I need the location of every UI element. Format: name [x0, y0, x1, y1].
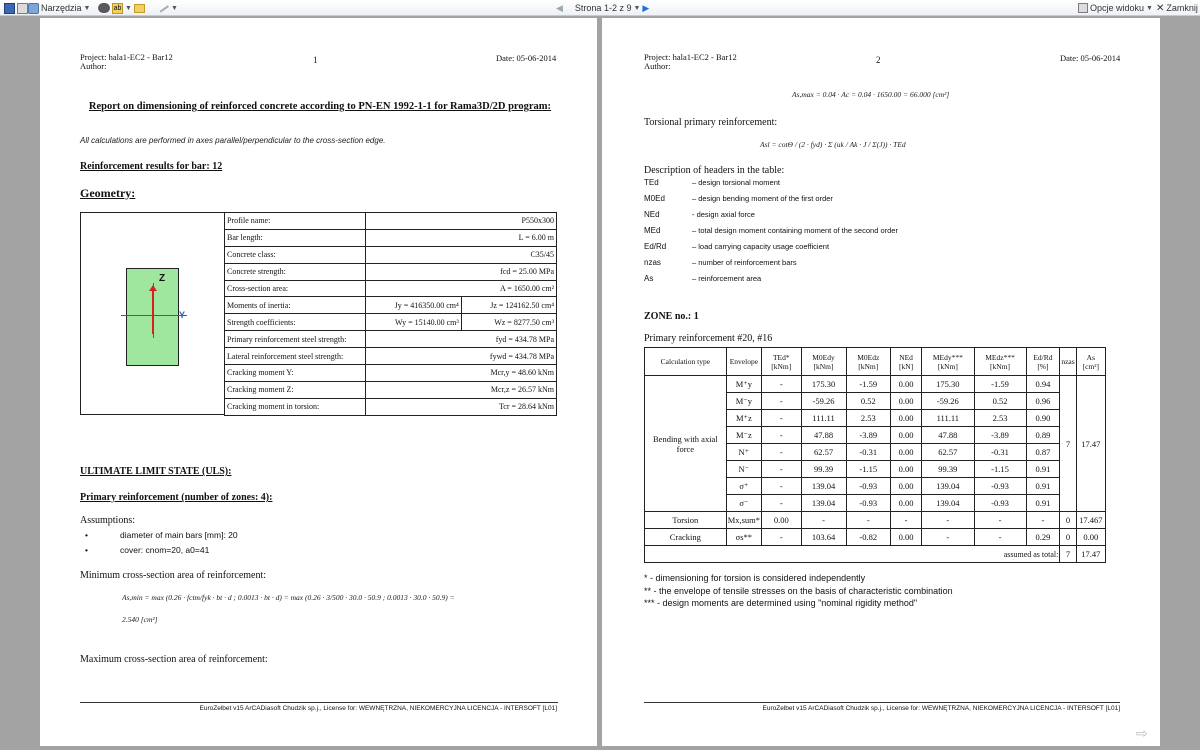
page-header-project: [80, 53, 173, 71]
assumptions-label: Assumptions:: [80, 515, 136, 526]
chevron-down-icon[interactable]: ▼: [170, 4, 178, 12]
table-cell: 17.467: [1076, 512, 1105, 529]
uls-heading: ULTIMATE LIMIT STATE (ULS):: [80, 466, 232, 477]
zone-results-table: [644, 347, 1106, 563]
column-header: nzas: [1060, 348, 1076, 376]
table-cell: 0.00: [891, 410, 922, 427]
next-page-icon[interactable]: ▶: [642, 2, 650, 13]
page-header-project: [644, 53, 737, 71]
chevron-down-icon[interactable]: ▼: [633, 4, 641, 12]
note-line: * - dimensioning for torsion is considered independently: [644, 573, 866, 583]
table-cell: -0.93: [974, 495, 1026, 512]
table-cell: 0.00: [891, 478, 922, 495]
property-value: Jz = 124162.50 cm⁴: [461, 297, 556, 314]
abbreviation: M0Ed: [644, 194, 665, 203]
tools-label: Narzędzia: [41, 3, 82, 13]
chevron-down-icon: ▼: [83, 4, 91, 12]
report-page-2: [602, 18, 1160, 746]
table-cell: 0.52: [846, 393, 891, 410]
table-cell: 0.96: [1026, 393, 1060, 410]
property-name: Moments of inertia:: [225, 297, 366, 314]
property-value: fywd = 434.78 MPa: [366, 348, 557, 365]
abbreviation: MEd: [644, 226, 661, 235]
table-row: [645, 512, 1106, 529]
table-cell: -: [762, 495, 801, 512]
calculation-note: All calculations are performed in axes parallel/perpendicular to the cross-section edge.: [80, 136, 386, 145]
column-header: MEdz*** [kNm]: [974, 348, 1026, 376]
table-cell: 0.91: [1026, 461, 1060, 478]
table-cell: -: [762, 393, 801, 410]
column-header: M0Edy [kNm]: [801, 348, 846, 376]
min-area-result: 2.540 [cm²]: [122, 615, 158, 624]
table-cell: M⁺y: [726, 376, 761, 393]
abbreviation: Ed/Rd: [644, 242, 667, 251]
table-row: [225, 280, 557, 297]
table-cell: 7: [1060, 376, 1076, 512]
table-cell: -: [762, 478, 801, 495]
footer-divider: [644, 702, 1120, 703]
table-cell: 0.91: [1026, 478, 1060, 495]
table-cell: -0.93: [846, 495, 891, 512]
report-page-1: [40, 18, 597, 746]
property-value: Mcr,z = 26.57 kNm: [366, 381, 557, 398]
table-cell: -: [762, 376, 801, 393]
table-cell: 2.53: [974, 410, 1026, 427]
table-cell: 0.00: [891, 444, 922, 461]
table-cell: 0.00: [1076, 529, 1105, 546]
abbreviation: nzas: [644, 258, 661, 267]
column-header: M0Edz [kNm]: [846, 348, 891, 376]
abbreviation-description: – reinforcement area: [692, 274, 762, 283]
table-cell: 0.00: [762, 512, 801, 529]
property-value: fyd = 434.78 MPa: [366, 331, 557, 348]
calculation-type: Bending with axial force: [645, 376, 727, 512]
list-item: • cover: cnom=20, a0=41: [80, 545, 238, 560]
y-axis-line: [121, 315, 187, 316]
table-cell: 0.94: [1026, 376, 1060, 393]
table-cell: 62.57: [801, 444, 846, 461]
table-cell: M⁻z: [726, 427, 761, 444]
table-cell: -1.59: [846, 376, 891, 393]
author: Author:: [644, 61, 671, 71]
geometry-heading: Geometry:: [80, 186, 136, 200]
abbreviation-description: – load carrying capacity usage coefficient: [692, 242, 830, 251]
description-heading: Description of headers in the table:: [644, 165, 785, 176]
table-cell: σ⁻: [726, 495, 761, 512]
table-cell: 0: [1060, 512, 1076, 529]
table-cell: -: [846, 512, 891, 529]
table-cell: 103.64: [801, 529, 846, 546]
table-cell: 0.00: [891, 461, 922, 478]
list-item: [644, 226, 898, 242]
table-cell: σs**: [726, 529, 761, 546]
table-cell: 0.52: [974, 393, 1026, 410]
close-icon: ✕: [1156, 2, 1165, 14]
table-notes: [644, 572, 953, 610]
project-name: Project: hala1-EC2 - Bar12: [644, 52, 737, 62]
table-cell: -: [762, 410, 801, 427]
property-name: Profile name:: [225, 213, 366, 230]
report-title: Report on dimensioning of reinforced concrete according to PN-EN 1992-1-1 for Rama3D/2D program:: [88, 101, 552, 112]
property-name: Strength coefficients:: [225, 314, 366, 331]
abbreviation: TEd: [644, 178, 659, 187]
abbreviation: As: [644, 274, 654, 283]
table-row: [225, 314, 557, 331]
header-descriptions: [644, 178, 898, 290]
properties-table: [224, 212, 557, 416]
property-value: Wz = 8277.50 cm³: [461, 314, 556, 331]
abbreviation-description: – design torsional moment: [692, 178, 780, 187]
property-value: Jy = 416350.00 cm⁴: [366, 297, 462, 314]
prev-page-icon[interactable]: ◀: [556, 2, 563, 13]
table-cell: 0.90: [1026, 410, 1060, 427]
table-cell: 0.91: [1026, 495, 1060, 512]
view-options-button[interactable]: [1078, 2, 1153, 14]
table-cell: 0.00: [891, 376, 922, 393]
table-cell: 111.11: [801, 410, 846, 427]
table-cell: 62.57: [922, 444, 974, 461]
max-area-formula: As,max = 0.04 · Ac = 0.04 · 1650.00 = 66.000 [cm²]: [792, 90, 950, 99]
table-cell: 7: [1060, 546, 1076, 563]
primary-reinforcement-label: Primary reinforcement #20, #16: [644, 333, 773, 344]
min-area-formula: As,min = max (0.26 · fctm/fyk · bt · d ; 0.0013 · bt · d) = max (0.26 · 3/500 · 30.0 · 50.9 ; 0.0013 · 30.0 · 50.9) =: [122, 593, 455, 602]
list-item: • diameter of main bars [mm]: 20: [80, 530, 238, 545]
page-number: 2: [876, 55, 881, 65]
list-item: [644, 258, 898, 274]
table-row: [645, 529, 1106, 546]
table-cell: -1.15: [974, 461, 1026, 478]
table-cell: -: [891, 512, 922, 529]
table-cell: N⁻: [726, 461, 761, 478]
table-cell: Torsion: [645, 512, 727, 529]
table-cell: M⁻y: [726, 393, 761, 410]
table-row: [645, 546, 1106, 563]
property-name: Lateral reinforcement steel strength:: [225, 348, 366, 365]
column-header: Calculation type: [645, 348, 727, 376]
print-icon[interactable]: [17, 3, 28, 14]
view-options-label: Opcje widoku: [1090, 3, 1145, 13]
list-item: [644, 242, 898, 258]
z-arrow-icon: [152, 290, 154, 334]
table-cell: 0.00: [891, 495, 922, 512]
column-header: As [cm²]: [1076, 348, 1105, 376]
page-date: Date: 05-06-2014: [496, 53, 557, 63]
table-cell: -0.93: [974, 478, 1026, 495]
table-row: [225, 213, 557, 230]
table-row: [225, 381, 557, 398]
table-cell: 2.53: [846, 410, 891, 427]
abbreviation: NEd: [644, 210, 660, 219]
table-cell: 175.30: [801, 376, 846, 393]
property-value: Tcr = 28.64 kNm: [366, 398, 557, 415]
table-cell: -: [1026, 512, 1060, 529]
abbreviation-description: – design bending moment of the first order: [692, 194, 833, 203]
results-heading: Reinforcement results for bar: 12: [80, 161, 223, 172]
page-number: 1: [313, 55, 318, 65]
table-cell: -0.93: [846, 478, 891, 495]
tools-icon: [28, 3, 39, 14]
table-cell: 99.39: [922, 461, 974, 478]
tools-menu[interactable]: [28, 2, 90, 14]
property-value: Wy = 15140.00 cm³: [366, 314, 462, 331]
table-cell: 99.39: [801, 461, 846, 478]
property-name: Cracking moment in torsion:: [225, 398, 366, 415]
column-header: MEdy*** [kNm]: [922, 348, 974, 376]
torsional-formula: Asl = cotΘ / (2 · fyd) · Σ (uk / Ak · J / Σ(J)) · TEd: [760, 140, 906, 149]
property-name: Cross-section area:: [225, 280, 366, 297]
chevron-down-icon: ▼: [1146, 4, 1153, 12]
table-cell: -1.15: [846, 461, 891, 478]
table-cell: 47.88: [801, 427, 846, 444]
page-footer: EuroZelbet v15 ArCADiasoft Chudzik sp.j., License for: WEWNĘTRZNA, NIEKOMERCYJNA LICENCJA - INTERSOFT [L01]: [199, 705, 557, 712]
table-cell: 139.04: [922, 495, 974, 512]
cross-section-drawing: [80, 212, 225, 415]
table-row: [225, 229, 557, 246]
abbreviation-description: – number of reinforcement bars: [692, 258, 797, 267]
table-cell: 0.00: [891, 529, 922, 546]
table-cell: 111.11: [922, 410, 974, 427]
table-cell: Cracking: [645, 529, 727, 546]
table-cell: Mx,sum*: [726, 512, 761, 529]
note-line: *** - design moments are determined using "nominal rigidity method": [644, 598, 918, 608]
table-cell: 0: [1060, 529, 1076, 546]
table-cell: -: [922, 512, 974, 529]
table-cell: -: [922, 529, 974, 546]
next-page-arrow-icon[interactable]: ⇨: [1136, 727, 1148, 742]
page-footer: EuroZelbet v15 ArCADiasoft Chudzik sp.j., License for: WEWNĘTRZNA, NIEKOMERCYJNA LICENCJA - INTERSOFT [L01]: [762, 705, 1120, 712]
table-cell: 17.47: [1076, 546, 1105, 563]
table-cell: 0.89: [1026, 427, 1060, 444]
property-value: A = 1650.00 cm²: [366, 280, 557, 297]
table-cell: 0.29: [1026, 529, 1060, 546]
table-cell: -59.26: [801, 393, 846, 410]
property-value: C35/45: [366, 246, 557, 263]
project-name: Project: hala1-EC2 - Bar12: [80, 52, 173, 62]
abbreviation-description: – total design moment containing moment of the second order: [692, 226, 898, 235]
property-name: Cracking moment Z:: [225, 381, 366, 398]
table-row: [225, 297, 557, 314]
binoculars-icon[interactable]: [98, 3, 110, 13]
page-date: Date: 05-06-2014: [1060, 53, 1121, 63]
table-cell: -: [762, 427, 801, 444]
assumptions-list: [80, 530, 238, 560]
table-cell: 0.87: [1026, 444, 1060, 461]
min-area-label: Minimum cross-section area of reinforcement:: [80, 570, 267, 581]
table-cell: 175.30: [922, 376, 974, 393]
table-row: [645, 376, 1106, 393]
table-cell: 139.04: [801, 478, 846, 495]
table-cell: -0.82: [846, 529, 891, 546]
primary-reinforcement-heading: Primary reinforcement (number of zones: 4):: [80, 492, 273, 503]
torsional-label: Torsional primary reinforcement:: [644, 117, 778, 128]
property-value: P550x300: [366, 213, 557, 230]
assumed-total-label: assumed as total:: [645, 546, 1060, 563]
table-row: [225, 263, 557, 280]
axis-y-label: Y: [179, 310, 186, 320]
table-cell: 0.00: [891, 393, 922, 410]
table-row: [225, 348, 557, 365]
list-item: [644, 210, 898, 226]
table-cell: -: [762, 444, 801, 461]
column-header: TEd* [kNm]: [762, 348, 801, 376]
table-cell: -: [974, 529, 1026, 546]
table-cell: -: [974, 512, 1026, 529]
page-indicator: Strona 1-2 z 9: [574, 3, 632, 13]
property-name: Concrete class:: [225, 246, 366, 263]
close-label: Zamknij: [1166, 3, 1198, 13]
table-cell: -: [762, 529, 801, 546]
list-item: [644, 274, 898, 290]
table-cell: -59.26: [922, 393, 974, 410]
max-area-label: Maximum cross-section area of reinforcement:: [80, 654, 268, 665]
folder-icon[interactable]: [134, 4, 145, 13]
table-cell: 139.04: [922, 478, 974, 495]
author: Author:: [80, 61, 107, 71]
table-cell: -0.31: [846, 444, 891, 461]
property-name: Concrete strength:: [225, 263, 366, 280]
table-row: [225, 331, 557, 348]
table-cell: M⁺z: [726, 410, 761, 427]
pen-icon[interactable]: [159, 4, 169, 12]
save-icon[interactable]: [4, 3, 15, 14]
column-header: Envelope: [726, 348, 761, 376]
text-icon[interactable]: ab: [113, 4, 122, 12]
footer-divider: [80, 702, 558, 703]
table-cell: σ⁺: [726, 478, 761, 495]
table-cell: -3.89: [846, 427, 891, 444]
property-name: Primary reinforcement steel strength:: [225, 331, 366, 348]
note-line: ** - the envelope of tensile stresses on the basis of characteristic combination: [644, 585, 953, 596]
property-value: fcd = 25.00 MPa: [366, 263, 557, 280]
table-cell: -1.59: [974, 376, 1026, 393]
list-item: [644, 178, 898, 194]
column-header: Ed/Rd [%]: [1026, 348, 1060, 376]
property-value: L = 6.00 m: [366, 229, 557, 246]
table-row: [225, 246, 557, 263]
table-row: [225, 398, 557, 415]
table-cell: 47.88: [922, 427, 974, 444]
table-cell: 17.47: [1076, 376, 1105, 512]
table-cell: -: [762, 461, 801, 478]
table-cell: 0.00: [891, 427, 922, 444]
view-options-icon: [1078, 3, 1088, 13]
table-cell: -3.89: [974, 427, 1026, 444]
column-header: NEd [kN]: [891, 348, 922, 376]
table-cell: -: [801, 512, 846, 529]
property-name: Cracking moment Y:: [225, 365, 366, 382]
property-value: Mcr,y = 48.60 kNm: [366, 365, 557, 382]
axis-z-label: Z: [159, 273, 166, 284]
table-row: [225, 365, 557, 382]
close-button[interactable]: [1156, 2, 1198, 14]
property-name: Bar length:: [225, 229, 366, 246]
list-item: [644, 194, 898, 210]
table-cell: 139.04: [801, 495, 846, 512]
abbreviation-description: - design axial force: [692, 210, 755, 219]
toolbar: [0, 0, 1200, 16]
table-cell: -0.31: [974, 444, 1026, 461]
table-cell: N⁺: [726, 444, 761, 461]
zone-heading: ZONE no.: 1: [644, 311, 699, 322]
chevron-down-icon[interactable]: ▼: [125, 4, 132, 12]
